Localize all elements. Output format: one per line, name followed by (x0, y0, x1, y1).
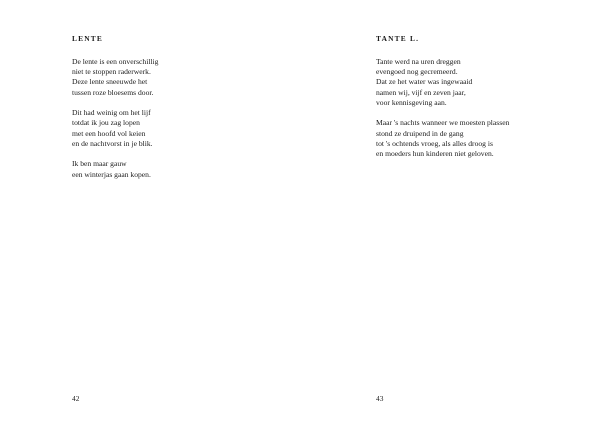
right-page (300, 0, 600, 432)
poem-line: evengoed nog gecremeerd. (376, 67, 458, 77)
stanza (376, 118, 509, 159)
poem-line: tussen roze bloesems door. (72, 87, 154, 97)
poem-line: Deze lente sneeuwde het (72, 77, 148, 87)
poem-body (72, 57, 158, 190)
stanza (72, 57, 158, 98)
stanza (72, 159, 158, 179)
poem-line: tot 's ochtends vroeg, als alles droog is (376, 138, 493, 148)
poem-line: en de nachtvorst in je blik. (72, 138, 153, 148)
poem-body (376, 57, 509, 170)
stanza (376, 57, 509, 108)
poem-line: en moeders hun kinderen niet geloven. (376, 149, 494, 159)
poem-line: Ik ben maar gauw (72, 159, 127, 169)
poem-line: namen wij, vijf en zeven jaar, (376, 87, 466, 97)
poem-line: Dat ze het water was ingewaaid (376, 77, 473, 87)
poem-line: een winterjas gaan kopen. (72, 169, 151, 179)
poem-line: Dit had weinig om het lijf (72, 108, 151, 118)
poem-line: stond ze druipend in de gang (376, 128, 464, 138)
poem-line: De lente is een onverschillig (72, 57, 159, 66)
page-number: 43 (376, 394, 384, 403)
poem-line: voor kennisgeving aan. (376, 97, 447, 107)
poem-line: met een hoofd vol keien (72, 128, 146, 138)
poem-line: niet te stoppen raderwerk. (72, 67, 151, 77)
page-number: 42 (72, 394, 80, 403)
poem-line: Tante werd na uren dreggen (376, 57, 461, 66)
stanza (72, 108, 158, 149)
poem-title: TANTE L. (376, 34, 420, 43)
poem-title: LENTE (72, 34, 104, 43)
poem-line: totdat ik jou zag lopen (72, 118, 140, 128)
poem-line: Maar 's nachts wanneer we moesten plassen (376, 118, 510, 128)
